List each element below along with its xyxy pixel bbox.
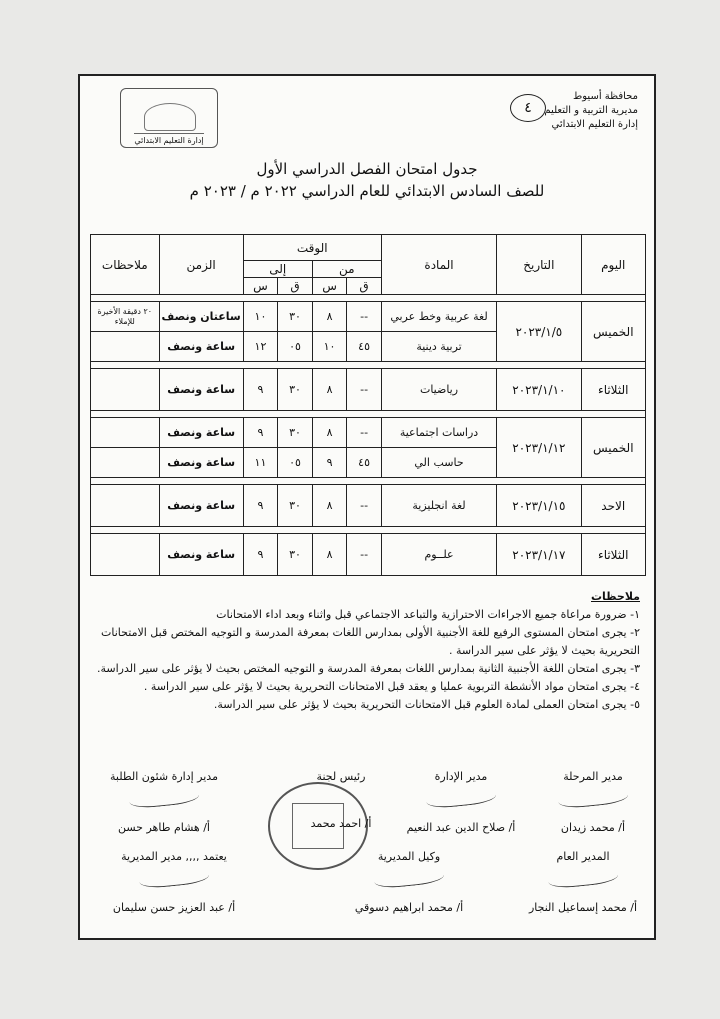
issuer-line-2: مديرية التربية و التعليم	[544, 105, 638, 116]
note-item: ١- ضرورة مراعاة جميع الاجراءات الاحترازية والتباعد الاجتماعي قبل واثناء وبعد اداء الامتحانات	[216, 608, 640, 621]
notes-title: ملاحظات	[591, 590, 640, 603]
header-from: من	[312, 261, 381, 278]
notes-section	[94, 588, 640, 714]
signature-role: مدير المرحلة	[563, 770, 623, 783]
handwritten-signature-icon	[557, 783, 629, 809]
cell-subject: دراسات اجتماعية	[381, 418, 496, 448]
header-from-s: س	[312, 278, 347, 295]
cell-date: ٢٠٢٣/١/٥	[497, 302, 581, 362]
signature-name: أ/ احمد محمد	[310, 817, 372, 830]
cell-note	[91, 369, 160, 411]
spacer-cell	[91, 295, 646, 302]
group-spacer	[91, 527, 646, 534]
signature-role: يعتمد ,,,, مدير المديرية	[121, 850, 227, 863]
cell-to-s: ٩	[243, 418, 278, 448]
document-subtitle: للصف السادس الابتدائي للعام الدراسي ٢٠٢٢ م / ٢٠٢٣ م	[189, 182, 545, 200]
cell-to-s: ٩	[243, 534, 278, 576]
cell-note	[91, 418, 160, 448]
note-item: ٥- يجرى امتحان العملى لمادة العلوم قبل الامتحانات التحريرية بحيث لا يؤثر على سير الدراسة.	[213, 698, 640, 711]
handwritten-signature-icon	[138, 863, 210, 889]
page-number-badge: ٤	[510, 94, 546, 122]
cell-to-s: ١٢	[243, 332, 278, 362]
cell-from-s: ٨	[312, 369, 347, 411]
group-spacer	[91, 411, 646, 418]
cell-duration: ساعة ونصف	[159, 448, 243, 478]
note-item: ٣- يجرى امتحان اللغة الأجنبية الثانية بمدارس اللغات بمعرفة المدرسة و التوجيه المختص بحيث لا يؤثر على سير الدراسة.	[96, 662, 640, 675]
signature-directorate-director	[94, 850, 254, 914]
cell-from-q: --	[347, 534, 382, 576]
signature-student-affairs	[94, 770, 234, 834]
signature-name: أ/ محمد ابراهيم دسوقي	[354, 901, 464, 914]
cell-subject: علــوم	[381, 534, 496, 576]
cell-day: الخميس	[581, 418, 645, 478]
cell-duration: ساعة ونصف	[159, 534, 243, 576]
header-to-q: ق	[278, 278, 313, 295]
header-from-q: ق	[347, 278, 382, 295]
table-row	[91, 418, 646, 448]
signature-stage-director	[538, 770, 648, 834]
cell-note	[91, 448, 160, 478]
signature-role: رئيس لجنة	[316, 770, 366, 783]
table-row	[91, 302, 646, 332]
cell-from-q: --	[347, 418, 382, 448]
cell-from-s: ٨	[312, 485, 347, 527]
signature-name: أ/ محمد زيدان	[560, 821, 626, 834]
cell-from-q: ٤٥	[347, 332, 382, 362]
signature-role: المدير العام	[556, 850, 610, 863]
cell-day: الثلاثاء	[581, 369, 645, 411]
cell-date: ٢٠٢٣/١/١٢	[497, 418, 581, 478]
cell-to-s: ١٠	[243, 302, 278, 332]
cell-to-s: ١١	[243, 448, 278, 478]
exam-schedule-table	[90, 234, 646, 576]
signature-admin-director	[396, 770, 526, 834]
group-spacer	[91, 295, 646, 302]
note-item: ٢- يجرى امتحان المستوى الرفيع للغة الأجنبية الأولى بمدارس اللغات بمعرفة المدرسة و التوجيه المختص قبل الامتحانات التحريرية بحيث لا يؤثر على سير الدراسة .	[101, 626, 640, 657]
cell-note: ٢٠ دقيقة الأخيرة للإملاء	[91, 302, 160, 332]
table-row	[91, 369, 646, 411]
cell-to-q: ٣٠	[278, 302, 313, 332]
issuer-header	[544, 90, 638, 132]
signature-deputy-directorate	[344, 850, 474, 914]
signature-name: أ/ عبد العزيز حسن سليمان	[112, 901, 236, 914]
cell-from-s: ٨	[312, 302, 347, 332]
cell-subject: رياضيات	[381, 369, 496, 411]
cell-from-q: --	[347, 485, 382, 527]
cell-to-q: ٣٠	[278, 534, 313, 576]
header-day: اليوم	[581, 235, 645, 295]
handwritten-signature-icon	[128, 783, 200, 809]
cell-note	[91, 332, 160, 362]
spacer-cell	[91, 478, 646, 485]
cell-to-s: ٩	[243, 369, 278, 411]
cell-duration: ساعة ونصف	[159, 418, 243, 448]
document-page	[78, 74, 656, 940]
cell-to-q: ٠٥	[278, 448, 313, 478]
cell-to-s: ٩	[243, 485, 278, 527]
cell-subject: تربية دينية	[381, 332, 496, 362]
signature-general-director	[518, 850, 648, 914]
spacer-cell	[91, 411, 646, 418]
note-item: ٤- يجرى امتحان مواد الأنشطة التربوية عمليا و يعقد قبل الامتحانات التحريرية بحيث لا يؤثر على سير الدراسة .	[143, 680, 640, 693]
cell-day: الثلاثاء	[581, 534, 645, 576]
cell-to-q: ٣٠	[278, 369, 313, 411]
cell-subject: لغة عربية وخط عربي	[381, 302, 496, 332]
signature-role: وكيل المديرية	[377, 850, 441, 863]
header-to: إلى	[243, 261, 312, 278]
table-row	[91, 485, 646, 527]
cell-duration: ساعة ونصف	[159, 485, 243, 527]
cell-from-q: ٤٥	[347, 448, 382, 478]
cell-duration: ساعة ونصف	[159, 369, 243, 411]
cell-from-s: ٩	[312, 448, 347, 478]
issuer-line-1: محافظة أسيوط	[573, 91, 638, 102]
header-to-s: س	[243, 278, 278, 295]
logo-caption: إدارة التعليم الابتدائي	[134, 136, 204, 145]
cell-from-s: ٨	[312, 534, 347, 576]
handwritten-signature-icon	[373, 863, 445, 889]
cell-from-s: ٨	[312, 418, 347, 448]
cell-note	[91, 485, 160, 527]
signature-role: مدير إدارة شئون الطلبة	[110, 770, 218, 783]
cell-date: ٢٠٢٣/١/١٠	[497, 369, 581, 411]
signature-name: أ/ محمد إسماعيل النجار	[528, 901, 638, 914]
header-notes: ملاحظات	[91, 235, 160, 295]
cell-to-q: ٠٥	[278, 332, 313, 362]
header-date: التاريخ	[497, 235, 581, 295]
signature-name: أ/ صلاح الدين عبد النعيم	[406, 821, 516, 834]
header-subject: المادة	[381, 235, 496, 295]
cell-subject: لغة انجليزية	[381, 485, 496, 527]
group-spacer	[91, 478, 646, 485]
handwritten-signature-icon	[425, 783, 497, 809]
cell-duration: ساعة ونصف	[159, 332, 243, 362]
cell-day: الاحد	[581, 485, 645, 527]
spacer-cell	[91, 362, 646, 369]
issuer-line-3: إدارة التعليم الابتدائي	[551, 119, 638, 130]
header-duration: الزمن	[159, 235, 243, 295]
cell-from-q: --	[347, 302, 382, 332]
signature-role: مدير الإدارة	[434, 770, 488, 783]
cell-date: ٢٠٢٣/١/١٧	[497, 534, 581, 576]
cell-day: الخميس	[581, 302, 645, 362]
logo-emblem-icon	[134, 99, 204, 134]
directorate-logo	[120, 88, 218, 148]
table-row	[91, 534, 646, 576]
signature-committee-head	[296, 770, 386, 830]
spacer-cell	[91, 527, 646, 534]
cell-date: ٢٠٢٣/١/١٥	[497, 485, 581, 527]
cell-note	[91, 534, 160, 576]
signature-name: أ/ هشام طاهر حسن	[118, 821, 210, 834]
cell-to-q: ٣٠	[278, 485, 313, 527]
header-time: الوقت	[243, 235, 381, 261]
cell-from-s: ١٠	[312, 332, 347, 362]
group-spacer	[91, 362, 646, 369]
cell-subject: حاسب الي	[381, 448, 496, 478]
cell-from-q: --	[347, 369, 382, 411]
document-title: جدول امتحان الفصل الدراسي الأول	[256, 160, 478, 178]
handwritten-signature-icon	[547, 863, 619, 889]
cell-to-q: ٣٠	[278, 418, 313, 448]
cell-duration: ساعتان ونصف	[159, 302, 243, 332]
